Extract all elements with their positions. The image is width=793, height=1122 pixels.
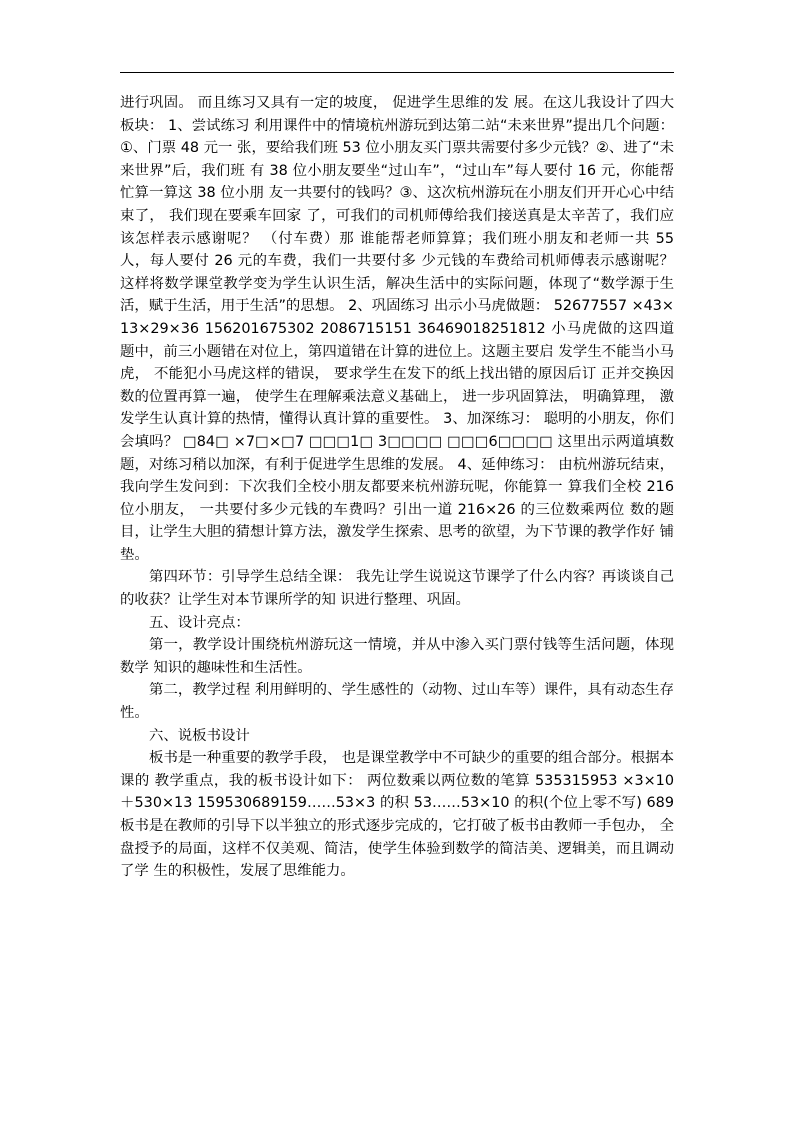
paragraph-board-design: 板书是一种重要的教学手段， 也是课堂教学中不可缺少的重要的组合部分。根据本课的 教学重点，我的板书设计如下： 两位数乘以两位数的笔算 535315953 ×3×10＋530×13 159530689159……53×3 的积 53……53×10 的积(个位上零不写) 689 板书是在教师的引导下以半独立的形式逐步完成的，它打破了板书由教师一手包办， 全 盘授予的局面，这样不仅美观、简洁，使学生体验到数学的简洁美、逻辑美，而且调动了学 生的积极性，发展了思维能力。 (120, 750, 674, 880)
header-rule (120, 72, 674, 73)
paragraph-practice-blocks: 进行巩固。 而且练习又具有一定的坡度， 促进学生思维的发 展。在这儿我设计了四大板块： 1、尝试练习 利用课件中的情境杭州游玩到达第二站“未来世界”提出几个问题：①、门票 48 元一 张，要给我们班 53 位小朋友买门票共需要付多少元钱？②、进了“未来世界”后，我们班 有 38 位小朋友要坐“过山车”，“过山车”每人要付 16 元，你能帮忙算一算这 38 位小朋 友一共要付的钱吗？③、这次杭州游玩在小朋友们开开心心中结束了， 我们现在要乘车回家 了，可我们的司机师傅给我们接送真是太辛苦了，我们应该怎样表示感谢呢？ （付车费）那 谁能帮老师算算；我们班小朋友和老师一共 55 人，每人要付 26 元的车费，我们一共要付多 少元钱的车费给司机师傅表示感谢呢？ 这样将数学课堂教学变为学生认识生活，解决生活中的实际问题，体现了“数学源于生 活，赋于生活，用于生活”的思想。 2、巩固练习 出示小马虎做题： 52677557 ×43×13×29×36 156201675302 2086715151 36469018251812 小马虎做的这四道题中，前三小题错在对位上，第四道错在计算的进位上。这题主要启 发学生不能当小马虎， 不能犯小马虎这样的错误， 要求学生在发下的纸上找出错的原因后订 正并交换因数的位置再算一遍， 使学生在理解乘法意义基础上， 进一步巩固算法， 明确算理， 激发学生认真计算的热情，懂得认真计算的重要性。 3、加深练习： 聪明的小朋友，你们会填吗？ □84□ ×7□×□7 □□□1□ 3□□□□ □□□6□□□□ 这里出示两道填数题，对练习稍以加深，有利于促进学生思维的发展。 4、延伸练习： 由杭州游玩结束，我向学生发问到：下次我们全校小朋友都要来杭州游玩呢，你能算一 算我们全校 216 位小朋友， 一共要付多少元钱的车费吗？引出一道 216×26 的三位数乘两位 数的题目，让学生大胆的猜想计算方法，激发学生探索、思考的欲望，为下节课的教学作好 铺垫。 (120, 95, 674, 563)
heading-design-highlights: 五、设计亮点： (149, 614, 250, 631)
document-body (120, 92, 674, 883)
paragraph-highlight-one: 第一，教学设计围绕杭州游玩这一情境，并从中渗入买门票付钱等生活问题，体现数学 知识的趣味性和生活性。 (120, 637, 674, 676)
paragraph-highlight-two: 第二，教学过程 利用鲜明的、学生感性的（动物、过山车等）课件，具有动态生存性。 (120, 682, 674, 722)
paragraph-fourth-stage: 第四环节：引导学生总结全课： 我先让学生说说这节课学了什么内容？再谈谈自己的收获？让学生对本节课所学的知 识进行整理、巩固。 (120, 569, 674, 609)
heading-board-design: 六、说板书设计 (149, 727, 250, 744)
